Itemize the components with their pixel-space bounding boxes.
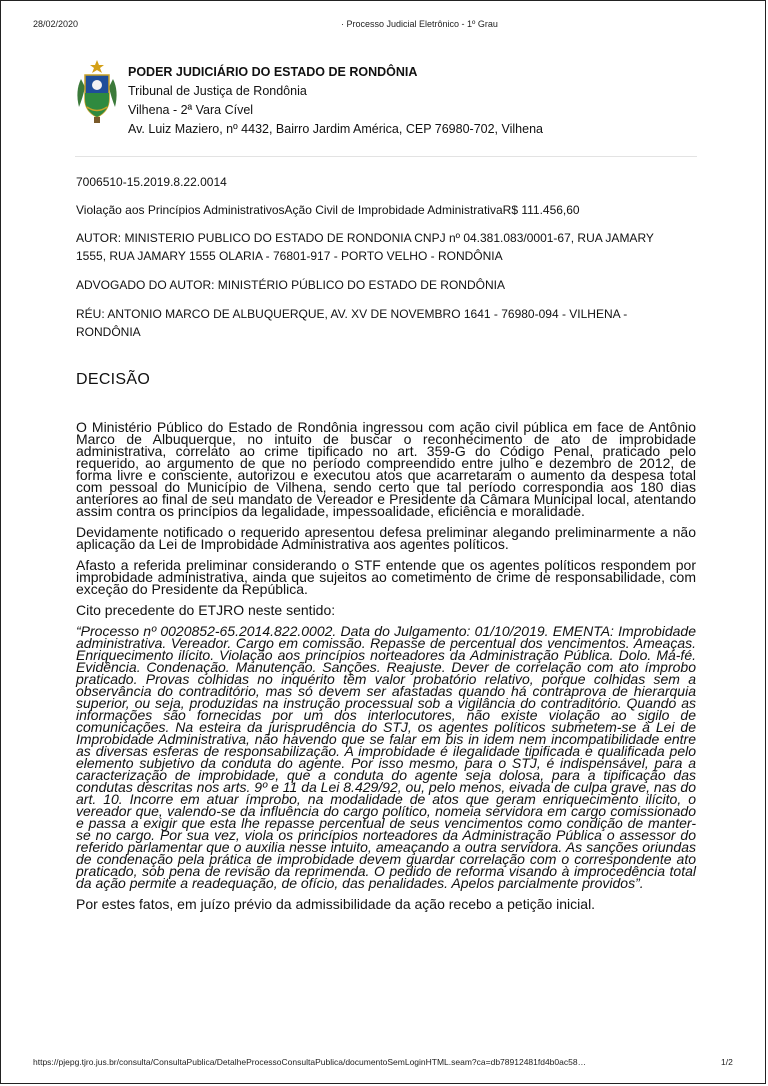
- case-metadata: [76, 173, 676, 351]
- precedent-quote: “Processo nº 0020852-65.2014.822.0002. Data do Julgamento: 01/10/2019. EMENTA: Improbidade administrativa. Vereador. Cargo em comissão. Repasse de percentual dos vencimentos. Ameaças. Enriquecimento ilícito. Violação aos princípios norteadores da Administração Pública. Dolo. Má-fé. Evidência. Condenação. Manutenção. Sanções. Reajuste. Dever de correlação com ato ímprobo praticado. Provas colhidas no inquérito têm valor probatório relativo, porque colhidas sem a observância do contraditório, mas só devem ser afastadas quando há contraprova de hierarquia superior, ou seja, produzidas na instrução processual sob a vigilância do contraditório. Quando as informações são fornecidas por um dos interlocutores, não existe violação ao sigilo de comunicações. Na esteira da jurisprudência do STJ, os agentes políticos submetem-se à Lei de Improbidade Administrativa, não havendo que se falar em bis in idem nem incompatibilidade entre as diversas esferas de responsabilização. A improbidade é ilegalidade tipificada e qualificada pelo elemento subjetivo da conduta do agente. Por isso mesmo, para o STJ, é indispensável, para a caracterização de improbidade, que a conduta do agente seja dolosa, para a tipificação das condutas descritas nos arts. 9º e 11 da Lei 8.429/92, ou, pelo menos, eivada de culpa grave, nas do art. 10. Incorre em atuar ímprobo, na modalidade de atos que geram enriquecimento ilícito, o vereador que, valendo-se da influência do cargo político, nomeia servidora em cargo comissionado e passa a exigir que esta lhe repasse percentual de seus vencimentos como condição de manter-se no cargo. Por sua vez, viola os princípios norteadores da Administração Pública o assessor do referido parlamentar que o auxilia nesse intuito, ameaçando a outra servidora. As sanções oriundas de condenação pela prática de improbidade devem guardar correlação com o correspondente ato praticado, sob pena de revisão da reprimenda. O pedido de reforma visando à improcedência total da ação permite a readequação, de ofício, das penalidades. Apelos parcialmente providos”.: [76, 623, 696, 891]
- print-url: https://pjepg.tjro.jus.br/consulta/ConsultaPublica/DetalheProcessoConsultaPublica/documentoSemLoginHTML.seam?ca=db78912481fd4b0ac58…: [33, 1057, 587, 1067]
- decision-body: [76, 421, 696, 919]
- decision-heading: DECISÃO: [76, 371, 151, 388]
- print-title: · Processo Judicial Eletrônico - 1º Grau: [341, 19, 498, 29]
- header-divider: [75, 156, 697, 157]
- court-address: Av. Luiz Maziero, nº 4432, Bairro Jardim América, CEP 76980-702, Vilhena: [128, 122, 543, 136]
- case-reu: RÉU: ANTONIO MARCO DE ALBUQUERQUE, AV. XV DE NOVEMBRO 1641 - 76980-094 - VILHENA - RONDÔNIA: [76, 307, 628, 339]
- case-number: 7006510-15.2019.8.22.0014: [76, 175, 227, 189]
- paragraph-1: O Ministério Público do Estado de Rondônia ingressou com ação civil pública em face de Antônio Marco de Albuquerque, no intuito de buscar o reconhecimento de ato de improbidade administrativa, correlato ao crime tipificado no art. 359-G do Código Penal, praticado pelo requerido, ao argumento de que no período compreendido entre julho e dezembro de 2012, de forma livre e consciente, autorizou e executou atos que acarretaram o aumento da despesa total com pessoal do Município de Vilhena, sendo certo que tal período correspondia aos 180 dias anteriores ao final de seu mandato de Vereador e Presidente da Câmara Municipal local, atentando assim contra os princípios da legalidade, impessoalidade, eficiência e moralidade.: [76, 419, 696, 519]
- paragraph-4: Cito precedente do ETJRO neste sentido:: [76, 602, 336, 618]
- court-name: PODER JUDICIÁRIO DO ESTADO DE RONDÔNIA: [128, 65, 418, 79]
- court-header: [128, 63, 543, 139]
- case-advogado: ADVOGADO DO AUTOR: MINISTÉRIO PÚBLICO DO ESTADO DE RONDÔNIA: [76, 278, 505, 292]
- coat-of-arms-icon: [73, 57, 121, 127]
- paragraph-3: Afasto a referida preliminar considerando o STF entende que os agentes políticos respondem por improbidade administrativa, ainda que sujeitos ao cometimento de crime de responsabilidade, com exceção do Presidente da República.: [76, 557, 696, 597]
- paragraph-2: Devidamente notificado o requerido apresentou defesa preliminar alegando preliminarmente a não aplicação da Lei de Improbidade Administrativa aos agentes políticos.: [76, 524, 696, 552]
- case-autor: AUTOR: MINISTERIO PUBLICO DO ESTADO DE RONDONIA CNPJ nº 04.381.083/0001-67, RUA JAMARY 1555, RUA JAMARY 1555 OLARIA - 76801-917 - PORTO VELHO - RONDÔNIA: [76, 231, 654, 263]
- case-subject: Violação aos Princípios AdministrativosAção Civil de Improbidade AdministrativaR$ 111.456,60: [76, 203, 580, 217]
- paragraph-5: Por estes fatos, em juízo prévio da admissibilidade da ação recebo a petição inicial.: [76, 896, 596, 912]
- print-page-number: 1/2: [721, 1057, 733, 1067]
- court-division: Vilhena - 2ª Vara Cível: [128, 103, 254, 117]
- print-date: 28/02/2020: [33, 19, 79, 29]
- tribunal-name: Tribunal de Justiça de Rondônia: [128, 84, 307, 98]
